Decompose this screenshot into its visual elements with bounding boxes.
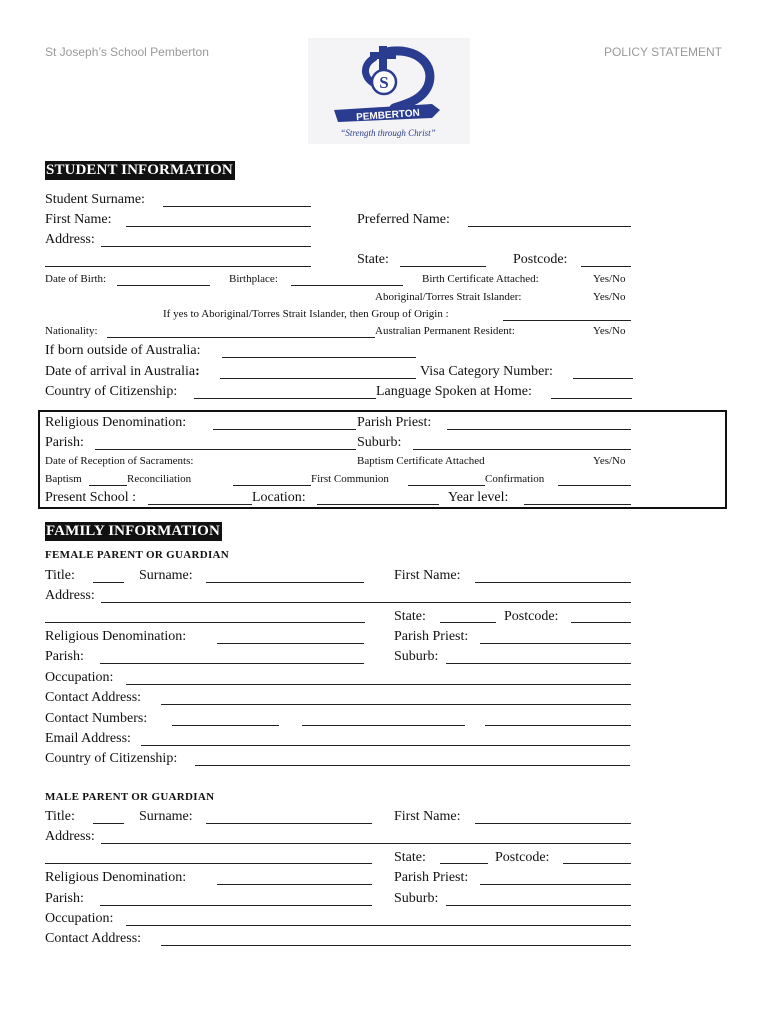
citizenship-field[interactable] <box>194 398 376 399</box>
parish-label: Parish: <box>45 435 84 450</box>
female-contact-numbers-label: Contact Numbers: <box>45 711 148 726</box>
female-occupation-field[interactable] <box>126 684 631 685</box>
female-contact-address-field[interactable] <box>161 704 631 705</box>
language-label: Language Spoken at Home: <box>376 384 532 399</box>
group-of-origin-field[interactable] <box>503 320 631 321</box>
state-field[interactable] <box>400 266 486 267</box>
location-label: Location: <box>252 490 306 505</box>
female-parent-heading: FEMALE PARENT OR GUARDIAN <box>45 549 230 561</box>
location-field[interactable] <box>317 504 439 505</box>
born-outside-label: If born outside of Australia: <box>45 343 201 358</box>
female-email-field[interactable] <box>141 745 630 746</box>
birth-cert-yes-no[interactable]: Yes/No <box>593 273 626 285</box>
date-arrival-field[interactable] <box>220 378 416 379</box>
reconciliation-field[interactable] <box>233 485 311 486</box>
date-sacraments-label: Date of Reception of Sacraments: <box>45 455 194 467</box>
male-suburb-label: Suburb: <box>394 891 439 906</box>
citizenship-label: Country of Citizenship: <box>45 384 178 399</box>
suburb-field[interactable] <box>413 449 631 450</box>
male-state-field[interactable] <box>440 863 488 864</box>
birth-cert-label: Birth Certificate Attached: <box>422 273 539 285</box>
first-communion-label: First Communion <box>311 473 389 485</box>
female-contact-address-label: Contact Address: <box>45 690 142 705</box>
male-religious-denomination-field[interactable] <box>217 884 372 885</box>
male-suburb-field[interactable] <box>446 905 631 906</box>
suburb-label: Suburb: <box>357 435 402 450</box>
female-parish-label: Parish: <box>45 649 84 664</box>
male-state-label: State: <box>394 850 426 865</box>
school-name: St Joseph’s School Pemberton <box>45 45 209 59</box>
male-postcode-label: Postcode: <box>495 850 550 865</box>
male-surname-label: Surname: <box>139 809 193 824</box>
female-religious-denomination-field[interactable] <box>217 643 364 644</box>
male-occupation-field[interactable] <box>126 925 631 926</box>
female-parish-priest-field[interactable] <box>480 643 631 644</box>
male-surname-field[interactable] <box>206 823 372 824</box>
parish-priest-label: Parish Priest: <box>357 415 432 430</box>
aboriginal-yes-no[interactable]: Yes/No <box>593 291 626 303</box>
language-field[interactable] <box>551 398 632 399</box>
female-address-label: Address: <box>45 588 95 603</box>
female-parish-priest-label: Parish Priest: <box>394 629 469 644</box>
present-school-label: Present School : <box>45 490 136 505</box>
born-outside-field[interactable] <box>222 357 416 358</box>
baptism-cert-label: Baptism Certificate Attached <box>357 455 485 467</box>
parish-field[interactable] <box>95 449 356 450</box>
male-occupation-label: Occupation: <box>45 911 114 926</box>
birthplace-label: Birthplace: <box>229 273 278 285</box>
female-state-field[interactable] <box>440 622 496 623</box>
female-parish-field[interactable] <box>100 663 364 664</box>
religious-denomination-field[interactable] <box>213 429 356 430</box>
male-title-label: Title: <box>45 809 75 824</box>
male-address-field-2[interactable] <box>45 863 372 864</box>
visa-label: Visa Category Number: <box>420 364 553 379</box>
female-suburb-label: Suburb: <box>394 649 439 664</box>
reconciliation-label: Reconciliation <box>127 473 192 485</box>
female-contact-number-3[interactable] <box>485 725 631 726</box>
birthplace-field[interactable] <box>291 285 403 286</box>
male-first-name-label: First Name: <box>394 809 461 824</box>
doc-type: POLICY STATEMENT <box>603 45 722 59</box>
year-level-label: Year level: <box>448 490 509 505</box>
logo-motto: “Strength through Christ” <box>340 128 436 138</box>
preferred-name-field[interactable] <box>468 226 631 227</box>
nationality-field[interactable] <box>107 337 375 338</box>
female-state-label: State: <box>394 609 426 624</box>
female-surname-field[interactable] <box>206 582 364 583</box>
male-first-name-field[interactable] <box>475 823 631 824</box>
female-citizenship-field[interactable] <box>195 765 630 766</box>
student-surname-label: Student Surname: <box>45 192 145 207</box>
female-postcode-field[interactable] <box>571 622 631 623</box>
female-suburb-field[interactable] <box>446 663 631 664</box>
dob-label: Date of Birth: <box>45 273 107 285</box>
aboriginal-label: Aboriginal/Torres Strait Islander: <box>375 291 522 303</box>
female-title-field[interactable] <box>93 582 124 583</box>
male-parish-label: Parish: <box>45 891 84 906</box>
female-address-field-1[interactable] <box>101 602 631 603</box>
preferred-name-label: Preferred Name: <box>357 212 450 227</box>
confirmation-field[interactable] <box>558 485 631 486</box>
dob-field[interactable] <box>117 285 210 286</box>
male-address-label: Address: <box>45 829 95 844</box>
year-level-field[interactable] <box>524 504 631 505</box>
female-contact-number-1[interactable] <box>172 725 279 726</box>
first-name-label: First Name: <box>45 212 112 227</box>
parish-priest-field[interactable] <box>447 429 631 430</box>
female-title-label: Title: <box>45 568 75 583</box>
female-postcode-label: Postcode: <box>504 609 559 624</box>
postcode-label: Postcode: <box>513 252 568 267</box>
group-of-origin-label: If yes to Aboriginal/Torres Strait Islander, then Group of Origin : <box>163 308 449 320</box>
baptism-field[interactable] <box>89 485 127 486</box>
male-address-field-1[interactable] <box>101 843 631 844</box>
religious-denomination-label: Religious Denomination: <box>45 415 187 430</box>
student-information-heading: STUDENT INFORMATION <box>46 162 233 178</box>
female-religious-denomination-label: Religious Denomination: <box>45 629 187 644</box>
male-parish-field[interactable] <box>100 905 372 906</box>
female-first-name-field[interactable] <box>475 582 631 583</box>
postcode-field[interactable] <box>581 266 631 267</box>
school-logo <box>308 38 470 144</box>
female-address-field-2[interactable] <box>45 622 365 623</box>
baptism-cert-yes-no[interactable]: Yes/No <box>593 455 626 467</box>
confirmation-label: Confirmation <box>485 473 545 485</box>
date-arrival-label: Date of arrival in Australia: <box>45 364 200 379</box>
male-parent-heading: MALE PARENT OR GUARDIAN <box>45 791 215 803</box>
address-field-1[interactable] <box>101 246 311 247</box>
first-communion-field[interactable] <box>408 485 485 486</box>
first-name-field[interactable] <box>126 226 311 227</box>
male-contact-address-label: Contact Address: <box>45 931 142 946</box>
aus-resident-label: Australian Permanent Resident: <box>375 325 515 337</box>
female-contact-number-2[interactable] <box>302 725 465 726</box>
present-school-field[interactable] <box>148 504 252 505</box>
address-label: Address: <box>45 232 95 247</box>
male-postcode-field[interactable] <box>563 863 631 864</box>
logo-banner-text: PEMBERTON <box>355 107 421 124</box>
family-information-heading: FAMILY INFORMATION <box>46 523 220 539</box>
female-occupation-label: Occupation: <box>45 670 114 685</box>
baptism-label: Baptism <box>45 473 82 485</box>
visa-field[interactable] <box>573 378 633 379</box>
female-email-label: Email Address: <box>45 731 131 746</box>
male-religious-denomination-label: Religious Denomination: <box>45 870 187 885</box>
female-surname-label: Surname: <box>139 568 193 583</box>
female-citizenship-label: Country of Citizenship: <box>45 751 178 766</box>
male-parish-priest-label: Parish Priest: <box>394 870 469 885</box>
female-first-name-label: First Name: <box>394 568 461 583</box>
male-contact-address-field[interactable] <box>161 945 631 946</box>
nationality-label: Nationality: <box>45 325 98 337</box>
address-field-2[interactable] <box>45 266 311 267</box>
state-label: State: <box>357 252 389 267</box>
student-surname-field[interactable] <box>163 206 311 207</box>
male-parish-priest-field[interactable] <box>480 884 631 885</box>
logo-letter: S <box>379 73 389 92</box>
aus-resident-yes-no[interactable]: Yes/No <box>593 325 626 337</box>
male-title-field[interactable] <box>93 823 124 824</box>
